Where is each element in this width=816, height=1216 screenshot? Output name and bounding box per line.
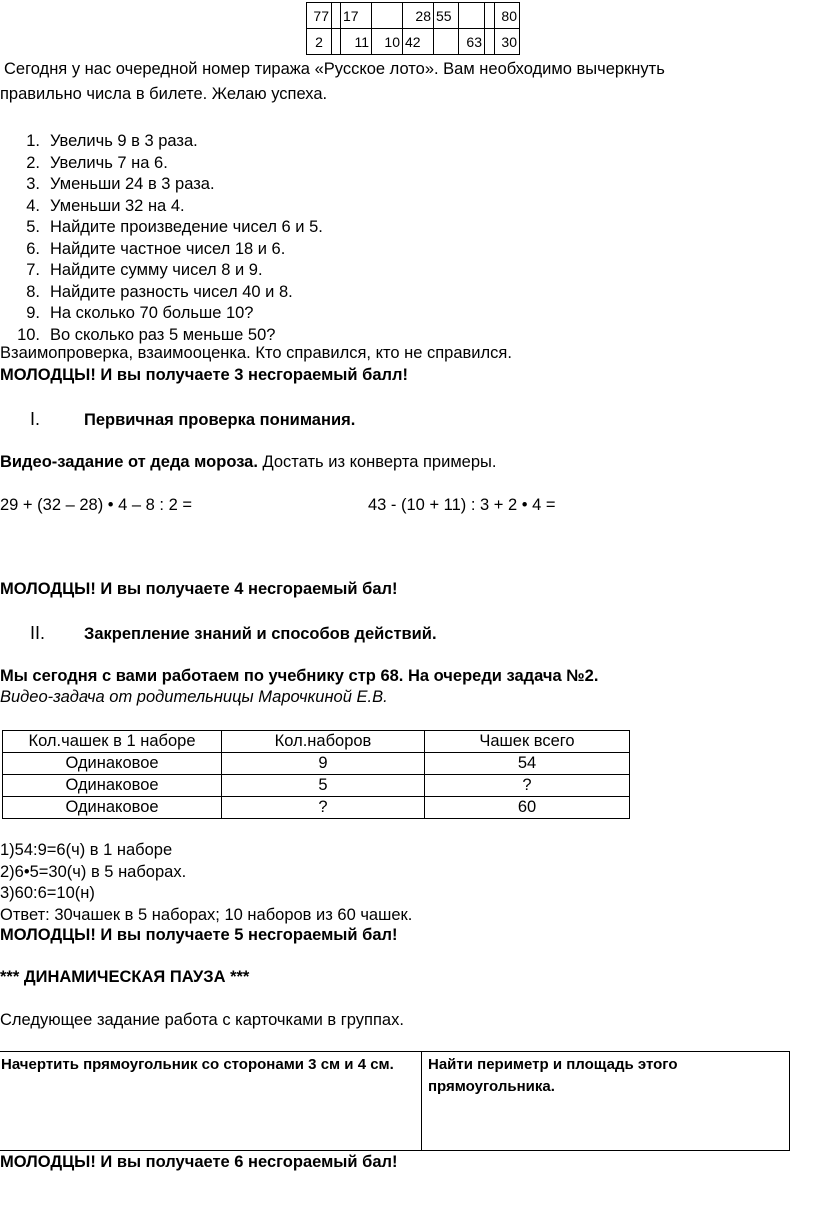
table-header-row	[3, 731, 630, 753]
table-cell	[332, 3, 341, 29]
video-task	[0, 453, 496, 472]
card-cell: Найти периметр и площадь этого прямоугольника.	[422, 1052, 790, 1151]
list-item	[0, 153, 323, 175]
list-item	[0, 196, 323, 218]
table-cell: ?	[425, 775, 630, 797]
cups-table	[2, 730, 630, 819]
table-cell: 9	[222, 753, 425, 775]
task-list	[0, 131, 323, 346]
table-cell: 54	[425, 753, 630, 775]
table-cell: Одинаковое	[3, 775, 222, 797]
list-text: Уменьши 24 в 3 раза.	[50, 175, 215, 193]
table-row	[3, 797, 630, 819]
praise-text: МОЛОДЦЫ! И вы получаете 3 несгораемый балл!	[0, 366, 408, 384]
table-row	[0, 1052, 790, 1151]
list-number: 3.	[26, 175, 40, 193]
list-number: 5.	[26, 218, 40, 236]
table-cell	[485, 3, 495, 29]
list-number: 2.	[26, 153, 40, 172]
table-cell	[372, 3, 403, 29]
praise-text: МОЛОДЦЫ! И вы получаете 5 несгораемый бал!	[0, 926, 398, 944]
table-cell: 30	[495, 29, 520, 55]
video-task-text: Достать из конверта примеры.	[257, 453, 497, 471]
lotto-ticket-table	[306, 2, 520, 55]
table-row	[307, 3, 520, 29]
video-task-2: Видео-задача от родительницы Марочкиной Е.В.	[0, 688, 388, 706]
pause-heading: *** ДИНАМИЧЕСКАЯ ПАУЗА ***	[0, 968, 250, 986]
list-number: 6.	[26, 239, 40, 258]
intro-line: правильно числа в билете. Желаю успеха.	[0, 85, 328, 103]
textbook-text: Мы сегодня с вами работаем по учебнику стр 68. На очереди задача №2.	[0, 667, 599, 685]
list-text: Найдите разность чисел 40 и 8.	[50, 282, 293, 301]
solution	[0, 840, 412, 926]
cards-table	[0, 1051, 790, 1151]
table-cell: Одинаковое	[3, 797, 222, 819]
table-cell	[459, 3, 485, 29]
table-cell: 11	[341, 29, 372, 55]
table-row	[3, 775, 630, 797]
solution-line: Ответ: 30чашек в 5 наборах; 10 наборов из 60 чашек.	[0, 905, 413, 924]
table-cell: Одинаковое	[3, 753, 222, 775]
list-text: Увеличь 7 на 6.	[50, 153, 168, 172]
solution-line: 2)6•5=30(ч) в 5 наборах.	[0, 862, 187, 881]
video-task-label: Видео-задание от деда мороза.	[0, 453, 258, 471]
list-item	[0, 131, 323, 153]
table-row	[307, 29, 520, 55]
next-task-text: Следующее задание работа с карточками в группах.	[0, 1011, 404, 1029]
list-text: Во сколько раз 5 меньше 50?	[50, 325, 276, 344]
list-text: Найдите произведение чисел 6 и 5.	[50, 218, 323, 236]
list-text: Найдите сумму чисел 8 и 9.	[50, 261, 263, 279]
table-cell: 42	[403, 29, 434, 55]
list-number: 7.	[26, 261, 40, 279]
table-header: Кол.наборов	[222, 731, 425, 753]
praise-text: МОЛОДЦЫ! И вы получаете 6 несгораемый бал!	[0, 1153, 398, 1171]
list-number: 8.	[26, 282, 40, 301]
check-text: Взаимопроверка, взаимооценка. Кто справился, кто не справился.	[0, 344, 512, 362]
list-number: 4.	[26, 196, 40, 215]
table-cell: 10	[372, 29, 403, 55]
section-title: Закрепление знаний и способов действий.	[84, 625, 437, 643]
table-cell: 77	[307, 3, 332, 29]
table-row	[3, 753, 630, 775]
list-text: Увеличь 9 в 3 раза.	[50, 132, 198, 150]
section-number: II.	[30, 623, 46, 643]
solution-line: 1)54:9=6(ч) в 1 наборе	[0, 841, 173, 859]
table-cell: 5	[222, 775, 425, 797]
list-number: 10.	[17, 325, 40, 344]
intro-line: Сегодня у нас очередной номер тиража «Русское лото». Вам необходимо вычеркнуть	[4, 60, 665, 78]
table-cell: 63	[459, 29, 485, 55]
solution-line: 3)60:6=10(н)	[0, 884, 95, 902]
table-cell: 28	[403, 3, 434, 29]
expression: 29 + (32 – 28) • 4 – 8 : 2 =	[0, 496, 192, 514]
list-text: Найдите частное чисел 18 и 6.	[50, 239, 286, 258]
list-number: 1.	[26, 132, 40, 150]
list-item	[0, 303, 323, 325]
table-header: Чашек всего	[425, 731, 630, 753]
list-item	[0, 325, 323, 347]
table-header: Кол.чашек в 1 наборе	[3, 731, 222, 753]
table-cell: ?	[222, 797, 425, 819]
table-cell: 80	[495, 3, 520, 29]
list-item	[0, 217, 323, 239]
expression: 43 - (10 + 11) : 3 + 2 • 4 =	[368, 496, 556, 514]
section-number: I.	[30, 409, 41, 429]
table-cell: 60	[425, 797, 630, 819]
list-item	[0, 260, 323, 282]
list-text: На сколько 70 больше 10?	[50, 304, 254, 322]
praise-text: МОЛОДЦЫ! И вы получаете 4 несгораемый бал!	[0, 580, 398, 598]
card-cell: Начертить прямоугольник со сторонами 3 см и 4 см.	[0, 1052, 422, 1151]
table-cell	[332, 29, 341, 55]
table-cell	[485, 29, 495, 55]
section-title: Первичная проверка понимания.	[84, 411, 356, 429]
table-cell	[434, 29, 459, 55]
list-item	[0, 282, 323, 304]
table-cell: 2	[307, 29, 332, 55]
table-cell: 55	[434, 3, 459, 29]
list-text: Уменьши 32 на 4.	[50, 196, 185, 215]
table-cell: 17	[341, 3, 372, 29]
list-item	[0, 239, 323, 261]
list-number: 9.	[26, 304, 40, 322]
list-item	[0, 174, 323, 196]
